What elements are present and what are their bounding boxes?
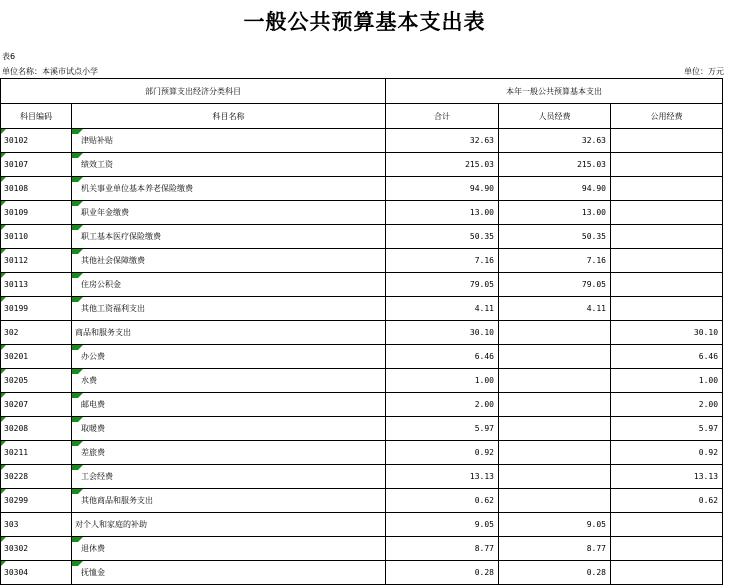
cell-code <box>1 561 72 585</box>
table-row <box>1 297 723 321</box>
cell-name-text: 职工基本医疗保险缴费 <box>81 232 161 241</box>
cell-name-text: 抚恤金 <box>81 568 105 577</box>
cell-name <box>72 489 386 513</box>
cell-code-text: 30112 <box>4 256 29 265</box>
cell-code <box>1 225 72 249</box>
cell-personnel: 7.16 <box>499 249 611 273</box>
table-row <box>1 177 723 201</box>
cell-code <box>1 345 72 369</box>
comment-marker-icon <box>72 225 83 230</box>
cell-name <box>72 441 386 465</box>
cell-public <box>611 273 723 297</box>
cell-public: 1.00 <box>611 369 723 393</box>
cell-total: 32.63 <box>386 129 499 153</box>
table-row <box>1 417 723 441</box>
cell-name-text: 机关事业单位基本养老保险缴费 <box>81 184 193 193</box>
comment-marker-icon <box>1 297 6 302</box>
comment-marker-icon <box>1 417 6 422</box>
cell-code-text: 30113 <box>4 280 29 289</box>
cell-code <box>1 489 72 513</box>
cell-total: 94.90 <box>386 177 499 201</box>
budget-table <box>0 78 723 585</box>
cell-total: 9.05 <box>386 513 499 537</box>
cell-name <box>72 561 386 585</box>
cell-code-text: 30201 <box>4 352 29 361</box>
table-row <box>1 345 723 369</box>
cell-code <box>1 465 72 489</box>
cell-name-text: 其他工资福利支出 <box>81 304 145 313</box>
cell-personnel: 9.05 <box>499 513 611 537</box>
cell-public <box>611 225 723 249</box>
cell-name <box>72 369 386 393</box>
cell-name-text: 职业年金缴费 <box>81 208 129 217</box>
cell-code-text: 30304 <box>4 568 29 577</box>
table-row <box>1 465 723 489</box>
cell-code <box>1 249 72 273</box>
cell-name-text: 工会经费 <box>81 472 113 481</box>
cell-public <box>611 297 723 321</box>
cell-name-text: 住房公积金 <box>81 280 121 289</box>
cell-total: 0.62 <box>386 489 499 513</box>
cell-code-text: 30211 <box>4 448 29 457</box>
cell-code-text: 30208 <box>4 424 29 433</box>
cell-personnel: 215.03 <box>499 153 611 177</box>
table-row <box>1 441 723 465</box>
cell-name <box>72 321 386 345</box>
comment-marker-icon <box>1 273 6 278</box>
cell-code <box>1 369 72 393</box>
header-public: 公用经费 <box>611 104 723 129</box>
comment-marker-icon <box>1 465 6 470</box>
cell-code-text: 30107 <box>4 160 29 169</box>
cell-code-text: 303 <box>4 520 19 529</box>
cell-name <box>72 249 386 273</box>
header-personnel: 人员经费 <box>499 104 611 129</box>
cell-name-text: 商品和服务支出 <box>75 328 131 337</box>
comment-marker-icon <box>72 345 83 350</box>
cell-code-text: 30199 <box>4 304 29 313</box>
table-row <box>1 489 723 513</box>
table-row <box>1 273 723 297</box>
cell-public: 5.97 <box>611 417 723 441</box>
cell-personnel: 13.00 <box>499 201 611 225</box>
cell-name-text: 办公费 <box>81 352 105 361</box>
comment-marker-icon <box>1 441 6 446</box>
cell-total: 50.35 <box>386 225 499 249</box>
cell-personnel <box>499 465 611 489</box>
cell-personnel: 79.05 <box>499 273 611 297</box>
cell-name <box>72 153 386 177</box>
cell-name <box>72 393 386 417</box>
cell-personnel <box>499 369 611 393</box>
comment-marker-icon <box>72 153 83 158</box>
cell-name <box>72 417 386 441</box>
comment-marker-icon <box>72 249 83 254</box>
cell-code <box>1 417 72 441</box>
cell-code <box>1 441 72 465</box>
header-total: 合计 <box>386 104 499 129</box>
unit-name: 单位名称：本溪市试点小学 <box>2 67 98 76</box>
cell-code-text: 30299 <box>4 496 29 505</box>
cell-name <box>72 537 386 561</box>
comment-marker-icon <box>1 561 6 566</box>
cell-personnel <box>499 321 611 345</box>
cell-public <box>611 537 723 561</box>
cell-personnel: 0.28 <box>499 561 611 585</box>
comment-marker-icon <box>72 537 83 542</box>
cell-personnel: 4.11 <box>499 297 611 321</box>
cell-name-text: 其他商品和服务支出 <box>81 496 153 505</box>
unit-label: 单位：万元 <box>684 67 724 76</box>
cell-personnel <box>499 417 611 441</box>
cell-total: 0.28 <box>386 561 499 585</box>
table-row <box>1 201 723 225</box>
comment-marker-icon <box>72 369 83 374</box>
cell-public <box>611 249 723 273</box>
cell-name <box>72 513 386 537</box>
comment-marker-icon <box>1 129 6 134</box>
table-row <box>1 321 723 345</box>
cell-public: 6.46 <box>611 345 723 369</box>
cell-code <box>1 393 72 417</box>
cell-name <box>72 297 386 321</box>
table-row <box>1 537 723 561</box>
cell-public: 2.00 <box>611 393 723 417</box>
cell-code <box>1 321 72 345</box>
cell-code <box>1 201 72 225</box>
table-row <box>1 249 723 273</box>
header-name: 科目名称 <box>72 104 386 129</box>
cell-name-text: 邮电费 <box>81 400 105 409</box>
cell-name <box>72 465 386 489</box>
comment-marker-icon <box>72 129 83 134</box>
cell-personnel <box>499 393 611 417</box>
cell-personnel: 8.77 <box>499 537 611 561</box>
cell-total: 13.13 <box>386 465 499 489</box>
cell-total: 7.16 <box>386 249 499 273</box>
comment-marker-icon <box>1 225 6 230</box>
comment-marker-icon <box>1 153 6 158</box>
cell-personnel <box>499 441 611 465</box>
table-row <box>1 225 723 249</box>
cell-personnel: 94.90 <box>499 177 611 201</box>
comment-marker-icon <box>72 465 83 470</box>
comment-marker-icon <box>72 273 83 278</box>
cell-code-text: 30207 <box>4 400 29 409</box>
comment-marker-icon <box>72 417 83 422</box>
table-row <box>1 513 723 537</box>
cell-total: 215.03 <box>386 153 499 177</box>
cell-code <box>1 513 72 537</box>
cell-personnel <box>499 345 611 369</box>
cell-name-text: 津贴补贴 <box>81 136 113 145</box>
table-row <box>1 561 723 585</box>
cell-personnel: 32.63 <box>499 129 611 153</box>
cell-total: 5.97 <box>386 417 499 441</box>
table-row <box>1 369 723 393</box>
cell-name <box>72 273 386 297</box>
table-row <box>1 393 723 417</box>
cell-total: 1.00 <box>386 369 499 393</box>
cell-name-text: 水费 <box>81 376 97 385</box>
comment-marker-icon <box>1 537 6 542</box>
cell-name-text: 绩效工资 <box>81 160 113 169</box>
cell-code-text: 30228 <box>4 472 29 481</box>
comment-marker-icon <box>72 561 83 566</box>
comment-marker-icon <box>72 177 83 182</box>
cell-public <box>611 153 723 177</box>
header-group-economic-class: 部门预算支出经济分类科目 <box>1 79 386 104</box>
cell-name <box>72 225 386 249</box>
comment-marker-icon <box>1 345 6 350</box>
comment-marker-icon <box>72 201 83 206</box>
table-number: 表6 <box>2 52 16 61</box>
cell-total: 0.92 <box>386 441 499 465</box>
cell-code <box>1 153 72 177</box>
cell-name-text: 取暖费 <box>81 424 105 433</box>
comment-marker-icon <box>1 201 6 206</box>
cell-name <box>72 177 386 201</box>
cell-name-text: 其他社会保障缴费 <box>81 256 145 265</box>
cell-name-text: 对个人和家庭的补助 <box>75 520 147 529</box>
cell-code <box>1 297 72 321</box>
cell-public <box>611 129 723 153</box>
comment-marker-icon <box>72 489 83 494</box>
cell-code-text: 30109 <box>4 208 29 217</box>
cell-name-text: 差旅费 <box>81 448 105 457</box>
cell-public: 30.10 <box>611 321 723 345</box>
page-title: 一般公共预算基本支出表 <box>243 9 486 34</box>
table-row <box>1 153 723 177</box>
cell-name-text: 退休费 <box>81 544 105 553</box>
cell-total: 8.77 <box>386 537 499 561</box>
header-code: 科目编码 <box>1 104 72 129</box>
cell-total: 79.05 <box>386 273 499 297</box>
cell-total: 30.10 <box>386 321 499 345</box>
table-row <box>1 129 723 153</box>
cell-public: 13.13 <box>611 465 723 489</box>
cell-name <box>72 201 386 225</box>
cell-code <box>1 177 72 201</box>
cell-code-text: 30302 <box>4 544 29 553</box>
comment-marker-icon <box>72 393 83 398</box>
cell-public <box>611 561 723 585</box>
header-group-basic-expenditure: 本年一般公共预算基本支出 <box>386 79 723 104</box>
comment-marker-icon <box>1 489 6 494</box>
cell-code <box>1 537 72 561</box>
cell-total: 2.00 <box>386 393 499 417</box>
cell-public <box>611 177 723 201</box>
cell-personnel <box>499 489 611 513</box>
comment-marker-icon <box>1 369 6 374</box>
comment-marker-icon <box>72 297 83 302</box>
comment-marker-icon <box>1 393 6 398</box>
cell-total: 13.00 <box>386 201 499 225</box>
cell-public <box>611 513 723 537</box>
cell-code-text: 30205 <box>4 376 29 385</box>
cell-code-text: 30110 <box>4 232 29 241</box>
cell-name <box>72 345 386 369</box>
comment-marker-icon <box>1 249 6 254</box>
cell-code-text: 30102 <box>4 136 29 145</box>
cell-code <box>1 273 72 297</box>
cell-public: 0.62 <box>611 489 723 513</box>
cell-public <box>611 201 723 225</box>
cell-total: 4.11 <box>386 297 499 321</box>
cell-name <box>72 129 386 153</box>
cell-public: 0.92 <box>611 441 723 465</box>
cell-personnel: 50.35 <box>499 225 611 249</box>
comment-marker-icon <box>1 177 6 182</box>
cell-code <box>1 129 72 153</box>
cell-code-text: 30108 <box>4 184 29 193</box>
comment-marker-icon <box>72 441 83 446</box>
cell-total: 6.46 <box>386 345 499 369</box>
cell-code-text: 302 <box>4 328 19 337</box>
